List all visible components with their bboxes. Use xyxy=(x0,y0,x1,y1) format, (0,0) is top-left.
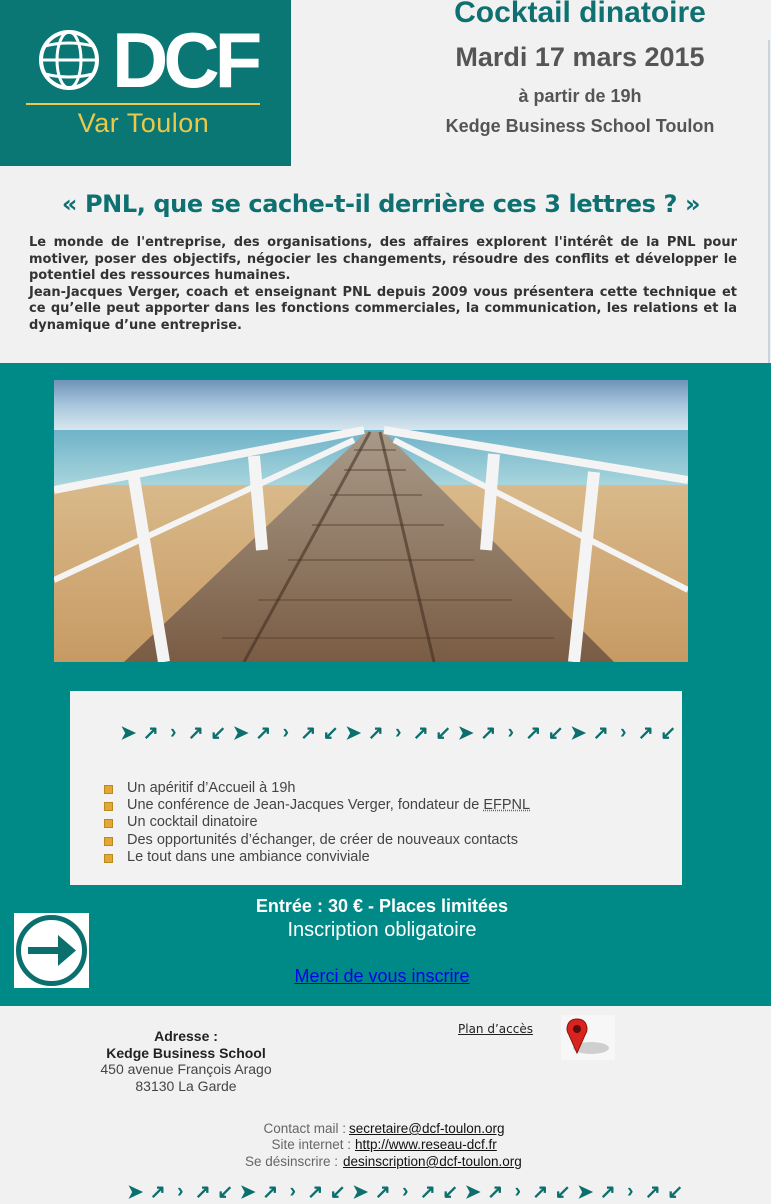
list-item: Une conférence de Jean-Jacques Verger, fondateur de EFPNL xyxy=(104,797,530,814)
dcf-logo xyxy=(0,0,291,166)
list-item: Le tout dans une ambiance conviviale xyxy=(104,849,530,866)
bullet-icon xyxy=(104,819,113,828)
unsubscribe-link[interactable]: desinscription@dcf-toulon.org xyxy=(343,1154,522,1169)
bullet-icon xyxy=(104,854,113,863)
site-label: Site internet : xyxy=(271,1137,351,1152)
event-time: à partir de 19h xyxy=(518,86,642,106)
event-title: Cocktail dinatoire xyxy=(454,0,706,29)
register-link[interactable]: Merci de vous inscrire xyxy=(294,966,470,986)
bullet-icon xyxy=(104,802,113,811)
logo-city: Var Toulon xyxy=(77,108,210,138)
logo-text: DCF xyxy=(112,16,258,104)
edge-divider xyxy=(768,40,770,380)
list-item: Un apéritif d’Accueil à 19h xyxy=(104,780,530,797)
address-label: Adresse : xyxy=(154,1028,218,1044)
unsubscribe-label: Se désinscrire : xyxy=(244,1154,338,1169)
address-street: 450 avenue François Arago xyxy=(100,1061,272,1077)
arrow-pattern-icon: ➤ ↗ › ↗ ↙ ➤ ↗ › ↗ ↙ ➤ ↗ › ↗ ↙ ➤ ↗ › ↗ ↙ ➤ ↗ › ↗ ↙ xyxy=(127,1181,684,1203)
map-pin-icon[interactable] xyxy=(561,1015,615,1060)
address-city: 83130 La Garde xyxy=(135,1077,237,1094)
price-text: Entrée : 30 € - Places limitées xyxy=(255,896,509,916)
address-name: Kedge Business School xyxy=(106,1044,266,1061)
contact-mail-label: Contact mail : xyxy=(263,1121,346,1136)
event-date: Mardi 17 mars 2015 xyxy=(455,42,705,72)
contact-mail-link[interactable]: secretaire@dcf-toulon.org xyxy=(349,1121,505,1136)
intro-paragraph-2: Jean-Jacques Verger, coach et enseignant PNL depuis 2009 vous présentera cette technique et ce qu’elle peut apporter dans les fonctions commerciales, la communication, les relations et la dynamique d’une entreprise. xyxy=(29,284,737,333)
inscription-required: Inscription obligatoire xyxy=(287,919,477,941)
site-link[interactable]: http://www.reseau-dcf.fr xyxy=(355,1137,497,1152)
bullet-icon xyxy=(104,837,113,846)
program-list xyxy=(104,780,530,866)
event-venue: Kedge Business School Toulon xyxy=(445,116,715,136)
arrow-right-circle-icon[interactable] xyxy=(14,913,89,988)
list-item: Des opportunités d’échanger, de créer de nouveaux contacts xyxy=(104,832,530,849)
list-item: Un cocktail dinatoire xyxy=(104,814,530,831)
bullet-icon xyxy=(104,785,113,794)
arrow-pattern-icon: ➤ ↗ › ↗ ↙ ➤ ↗ › ↗ ↙ ➤ ↗ › ↗ ↙ ➤ ↗ › ↗ ↙ ➤ ↗ › ↗ ↙ xyxy=(120,722,677,744)
efpnl-label: EFPNL xyxy=(483,797,531,814)
intro-text xyxy=(29,235,737,334)
intro-paragraph-1: Le monde de l'entreprise, des organisations, des affaires explorent l'intérêt de la PNL pour motiver, poser des objectifs, négocier les changements, résoudre des conflits et développer le potentiel des ressources humaines. xyxy=(29,235,737,283)
address-block xyxy=(80,1028,292,1094)
plan-acces-link[interactable]: Plan d’accès xyxy=(458,1022,533,1036)
talk-title: « PNL, que se cache-t-il derrière ces 3 lettres ? » xyxy=(61,190,701,218)
pier-photo xyxy=(54,380,688,662)
